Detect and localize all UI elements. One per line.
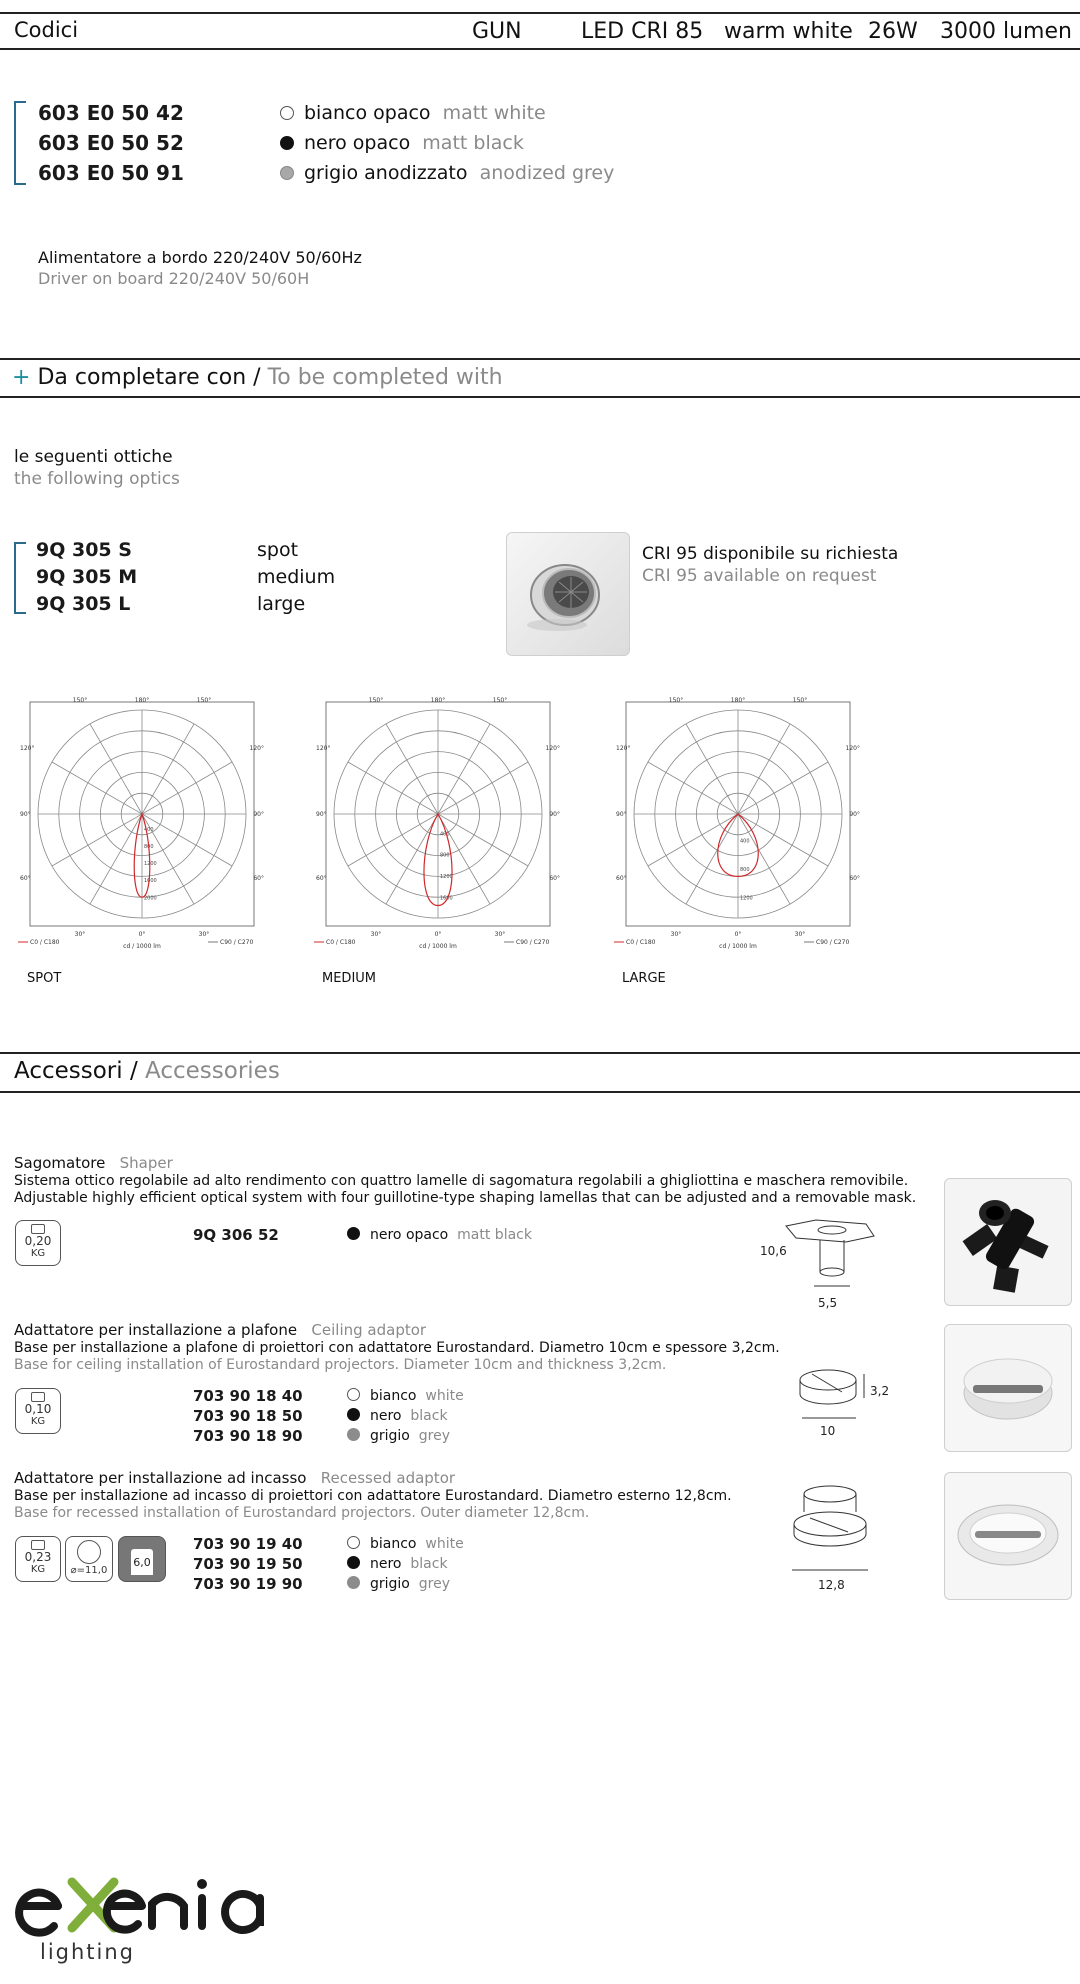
polar-tick-label: 30° xyxy=(198,931,210,938)
acc2-color-it: grigio xyxy=(370,1428,410,1444)
header-power: 26W xyxy=(868,19,918,44)
acc3-photo xyxy=(944,1472,1072,1600)
acc3-color-en: grey xyxy=(418,1576,451,1592)
acc3-weight-unit: KG xyxy=(30,1564,46,1575)
acc3-code-1: 703 90 19 40 xyxy=(193,1535,303,1553)
optic-code-m: 9Q 305 M xyxy=(36,566,138,588)
acc3-color-it: grigio xyxy=(370,1576,410,1592)
polar-radial-tick: 1600 xyxy=(440,895,453,902)
acc1-desc-en: Adjustable highly efficient optical system with four guillotine-type shaping lamellas that can be adjusted and a removable mask. xyxy=(14,1190,917,1206)
acc3-color-en: white xyxy=(425,1536,464,1552)
acc2-code-3: 703 90 18 90 xyxy=(193,1427,303,1445)
polar-chart-medium xyxy=(310,696,566,952)
acc3-title-en: Recessed adaptor xyxy=(320,1469,456,1487)
optics-intro-it: le seguenti ottiche xyxy=(14,447,173,467)
accessories-top-rule xyxy=(0,1052,1080,1054)
accessories-title-en: Accessories xyxy=(145,1058,280,1084)
color-en: matt white xyxy=(442,102,546,124)
acc2-color-en: grey xyxy=(418,1428,451,1444)
header-led: LED CRI 85 xyxy=(581,19,704,44)
weight-icon xyxy=(31,1392,45,1402)
acc2-color-en: black xyxy=(410,1408,448,1424)
acc1-code: 9Q 306 52 xyxy=(193,1226,279,1244)
polar-tick-label: 150° xyxy=(668,697,684,704)
acc2-code-1: 703 90 18 40 xyxy=(193,1387,303,1405)
black-dot-icon xyxy=(347,1408,360,1421)
white-dot-icon xyxy=(347,1388,360,1401)
polar-tick-label: 60° xyxy=(253,875,264,882)
polar-tick-label: 30° xyxy=(794,931,806,938)
polar-radial-tick: 400 xyxy=(740,838,750,845)
white-dot-icon xyxy=(280,106,294,120)
acc2-title-it: Adattatore per installazione a plafone xyxy=(14,1321,298,1339)
acc2-weight-badge xyxy=(15,1388,61,1434)
acc2-color-en: white xyxy=(425,1388,464,1404)
complete-title xyxy=(12,365,503,390)
polar-tick-label: 60° xyxy=(549,875,560,882)
color-it: bianco opaco xyxy=(304,102,431,124)
color-it: grigio anodizzato xyxy=(304,162,468,184)
acc2-color-it: nero xyxy=(370,1408,402,1424)
shaper-drawing-icon xyxy=(776,1214,880,1304)
acc3-drawing xyxy=(788,1478,872,1574)
polar-tick-label: 150° xyxy=(368,697,384,704)
polar-radial-tick: 800 xyxy=(440,852,450,859)
white-dot-icon xyxy=(347,1536,360,1549)
acc1-dim-width: 5,5 xyxy=(818,1296,838,1310)
complete-bottom-rule xyxy=(0,396,1080,398)
codes-bracket xyxy=(14,101,26,185)
polar-tick-label: 150° xyxy=(792,697,808,704)
polar-tick-label: 90° xyxy=(849,811,860,818)
code-row-3: 603 E0 50 91 xyxy=(38,161,184,185)
polar-tick-label: 60° xyxy=(849,875,860,882)
acc3-hole-badge xyxy=(65,1536,113,1582)
polar-tick-label: 120° xyxy=(845,745,860,752)
optics-intro-en: the following optics xyxy=(14,469,180,489)
black-dot-icon xyxy=(280,136,294,150)
shaper-photo-image xyxy=(945,1179,1071,1305)
polar-radial-tick: 800 xyxy=(144,844,154,851)
polar-unit-label: cd / 1000 lm xyxy=(719,943,757,950)
polar-radial-tick: 2000 xyxy=(144,895,157,902)
acc2-colors xyxy=(347,1386,464,1446)
cri95-en: CRI 95 available on request xyxy=(642,566,877,586)
polar-chart-spot xyxy=(14,696,270,952)
acc2-desc-it: Base per installazione a plafone di proiettori con adattatore Eurostandard. Diametro 10cm e spessore 3,2cm. xyxy=(14,1340,780,1356)
legend-c90-label: C90 / C270 xyxy=(516,939,550,946)
acc3-weight: 0,23 xyxy=(24,1550,52,1564)
polar-radial-tick: 400 xyxy=(440,831,450,838)
polar-radial-tick: 800 xyxy=(740,866,750,873)
code-row-1: 603 E0 50 42 xyxy=(38,101,184,125)
polar-radial-tick: 400 xyxy=(144,827,154,834)
acc1-title-en: Shaper xyxy=(119,1154,173,1172)
acc2-photo xyxy=(944,1324,1072,1452)
polar-tick-label: 0° xyxy=(434,931,442,938)
color-row-2 xyxy=(280,132,524,154)
color-row-1 xyxy=(280,102,546,124)
polar-tick-label: 0° xyxy=(138,931,146,938)
polar-radial-tick: 1200 xyxy=(440,873,453,880)
polar-unit-label: cd / 1000 lm xyxy=(123,943,161,950)
accessories-title xyxy=(14,1058,280,1084)
polar-tick-label: 180° xyxy=(730,697,746,704)
hole-icon xyxy=(77,1540,101,1564)
grey-dot-icon xyxy=(347,1428,360,1441)
color-en: matt black xyxy=(422,132,524,154)
header-lumen: 3000 lumen xyxy=(940,19,1072,44)
polar-tick-label: 120° xyxy=(545,745,560,752)
polar-tick-label: 180° xyxy=(134,697,150,704)
acc2-color-row-2 xyxy=(347,1406,464,1426)
polar-radial-tick: 1200 xyxy=(144,861,157,868)
acc2-color-row-1 xyxy=(347,1386,464,1406)
weight-icon xyxy=(31,1224,45,1234)
acc3-color-row-2 xyxy=(347,1554,464,1574)
polar-tick-label: 150° xyxy=(72,697,88,704)
polar-tick-label: 150° xyxy=(492,697,508,704)
recessed-adaptor-drawing-icon xyxy=(788,1478,872,1574)
recessed-adaptor-photo-image xyxy=(945,1473,1071,1599)
acc3-desc-en: Base for recessed installation of Eurostandard projectors. Outer diameter 12,8cm. xyxy=(14,1505,590,1521)
legend-c0-label: C0 / C180 xyxy=(326,939,356,946)
acc2-color-it: bianco xyxy=(370,1388,417,1404)
polar-tick-label: 150° xyxy=(196,697,212,704)
polar-unit-label: cd / 1000 lm xyxy=(419,943,457,950)
polar-label-medium: MEDIUM xyxy=(322,971,377,986)
brand-logo xyxy=(14,1868,274,1968)
polar-tick-label: 120° xyxy=(20,745,35,752)
acc3-code-2: 703 90 19 50 xyxy=(193,1555,303,1573)
polar-tick-label: 60° xyxy=(20,875,31,882)
polar-tick-label: 30° xyxy=(494,931,506,938)
polar-svg-spot xyxy=(14,696,270,952)
complete-title-en: To be completed with xyxy=(267,365,503,390)
polar-tick-label: 30° xyxy=(670,931,682,938)
accessories-bottom-rule xyxy=(0,1091,1080,1093)
polar-tick-label: 120° xyxy=(616,745,631,752)
acc2-code-2: 703 90 18 50 xyxy=(193,1407,303,1425)
header-product: GUN xyxy=(472,19,522,44)
polar-tick-label: 90° xyxy=(253,811,264,818)
acc3-color-en: black xyxy=(410,1556,448,1572)
optics-bracket xyxy=(14,542,26,614)
header-top-rule xyxy=(0,12,1080,14)
polar-tick-label: 120° xyxy=(316,745,331,752)
legend-c0-label: C0 / C180 xyxy=(626,939,656,946)
polar-label-spot: SPOT xyxy=(27,971,62,986)
legend-c90-label: C90 / C270 xyxy=(816,939,850,946)
polar-tick-label: 90° xyxy=(616,811,627,818)
acc3-depth-badge xyxy=(118,1536,166,1582)
acc1-title xyxy=(14,1154,173,1172)
logo-sub: lighting xyxy=(40,1940,136,1964)
ceiling-adaptor-photo-image xyxy=(945,1325,1071,1451)
code-row-2: 603 E0 50 52 xyxy=(38,131,184,155)
polar-tick-label: 120° xyxy=(249,745,264,752)
legend-c0-label: C0 / C180 xyxy=(30,939,60,946)
acc3-codes xyxy=(193,1534,303,1594)
polar-chart-large xyxy=(610,696,866,952)
acc2-drawing xyxy=(794,1362,874,1422)
complete-title-it: Da completare con / xyxy=(37,365,261,390)
ceiling-adaptor-drawing-icon xyxy=(794,1362,874,1422)
color-it: nero opaco xyxy=(304,132,411,154)
optic-label-l: large xyxy=(257,593,306,615)
optic-label-m: medium xyxy=(257,566,336,588)
acc2-weight-unit: KG xyxy=(30,1416,46,1427)
acc3-depth: 6,0 xyxy=(133,1556,151,1569)
optic-lens-image xyxy=(507,533,629,655)
acc1-weight-badge xyxy=(15,1220,61,1266)
header-bottom-rule xyxy=(0,48,1080,50)
polar-radial-tick: 1200 xyxy=(740,895,753,902)
polar-tick-label: 60° xyxy=(316,875,327,882)
polar-svg-large xyxy=(610,696,866,952)
acc1-title-it: Sagomatore xyxy=(14,1154,106,1172)
plus-icon: + xyxy=(12,365,31,390)
acc2-desc-en: Base for ceiling installation of Eurostandard projectors. Diameter 10cm and thickness 3,2cm. xyxy=(14,1357,667,1373)
grey-dot-icon xyxy=(280,166,294,180)
logo-brand-text xyxy=(14,1868,17,1869)
header-color-temp: warm white xyxy=(724,19,853,44)
acc3-title-it: Adattatore per installazione ad incasso xyxy=(14,1469,307,1487)
acc1-color-en: matt black xyxy=(457,1227,532,1243)
cri95-it: CRI 95 disponibile su richiesta xyxy=(642,544,899,564)
optic-code-l: 9Q 305 L xyxy=(36,593,131,615)
acc3-desc-it: Base per installazione ad incasso di proiettori con adattatore Eurostandard. Diametro esterno 12,8cm. xyxy=(14,1488,732,1504)
acc3-weight-badge xyxy=(15,1536,61,1582)
acc1-weight: 0,20 xyxy=(24,1234,52,1248)
polar-tick-label: 90° xyxy=(549,811,560,818)
polar-tick-label: 30° xyxy=(370,931,382,938)
color-en: anodized grey xyxy=(479,162,615,184)
acc2-dim-height: 3,2 xyxy=(870,1384,890,1398)
polar-tick-label: 90° xyxy=(316,811,327,818)
polar-label-large: LARGE xyxy=(622,971,666,986)
acc2-color-row-3 xyxy=(347,1426,464,1446)
acc3-color-it: nero xyxy=(370,1556,402,1572)
legend-c90-label: C90 / C270 xyxy=(220,939,254,946)
acc2-title xyxy=(14,1321,426,1339)
acc1-color-it: nero opaco xyxy=(370,1227,449,1243)
acc3-title xyxy=(14,1469,455,1487)
acc2-weight: 0,10 xyxy=(24,1402,52,1416)
acc2-title-en: Ceiling adaptor xyxy=(311,1321,427,1339)
acc3-color-row-1 xyxy=(347,1534,464,1554)
header-codici: Codici xyxy=(14,18,79,42)
acc3-color-row-3 xyxy=(347,1574,464,1594)
driver-it: Alimentatore a bordo 220/240V 50/60Hz xyxy=(38,248,362,267)
optic-photo xyxy=(506,532,630,656)
polar-tick-label: 30° xyxy=(74,931,86,938)
polar-tick-label: 180° xyxy=(430,697,446,704)
acc1-color-row xyxy=(347,1225,532,1245)
optic-label-s: spot xyxy=(257,539,299,561)
polar-radial-tick: 1600 xyxy=(144,878,157,885)
acc1-photo xyxy=(944,1178,1072,1306)
complete-top-rule xyxy=(0,358,1080,360)
optic-code-s: 9Q 305 S xyxy=(36,539,132,561)
acc3-hole: ⌀=11,0 xyxy=(70,1565,108,1576)
acc2-codes xyxy=(193,1386,303,1446)
acc1-weight-unit: KG xyxy=(30,1248,46,1259)
acc1-desc-it: Sistema ottico regolabile ad alto rendimento con quattro lamelle di sagomatura regolabili a ghigliottina e maschera removibile. xyxy=(14,1173,909,1189)
accessories-title-it: Accessori / xyxy=(14,1058,138,1084)
polar-tick-label: 90° xyxy=(20,811,31,818)
acc3-dim-width: 12,8 xyxy=(818,1578,845,1592)
acc3-code-3: 703 90 19 90 xyxy=(193,1575,303,1593)
acc1-drawing xyxy=(776,1214,880,1304)
polar-tick-label: 60° xyxy=(616,875,627,882)
black-dot-icon xyxy=(347,1227,360,1240)
acc2-dim-width: 10 xyxy=(820,1424,836,1438)
polar-tick-label: 0° xyxy=(734,931,742,938)
driver-en: Driver on board 220/240V 50/60H xyxy=(38,269,310,288)
weight-icon xyxy=(31,1540,45,1550)
black-dot-icon xyxy=(347,1556,360,1569)
color-row-3 xyxy=(280,162,614,184)
acc3-color-it: bianco xyxy=(370,1536,417,1552)
grey-dot-icon xyxy=(347,1576,360,1589)
acc3-colors xyxy=(347,1534,464,1594)
polar-svg-medium xyxy=(310,696,566,952)
acc1-dim-height: 10,6 xyxy=(760,1244,787,1258)
